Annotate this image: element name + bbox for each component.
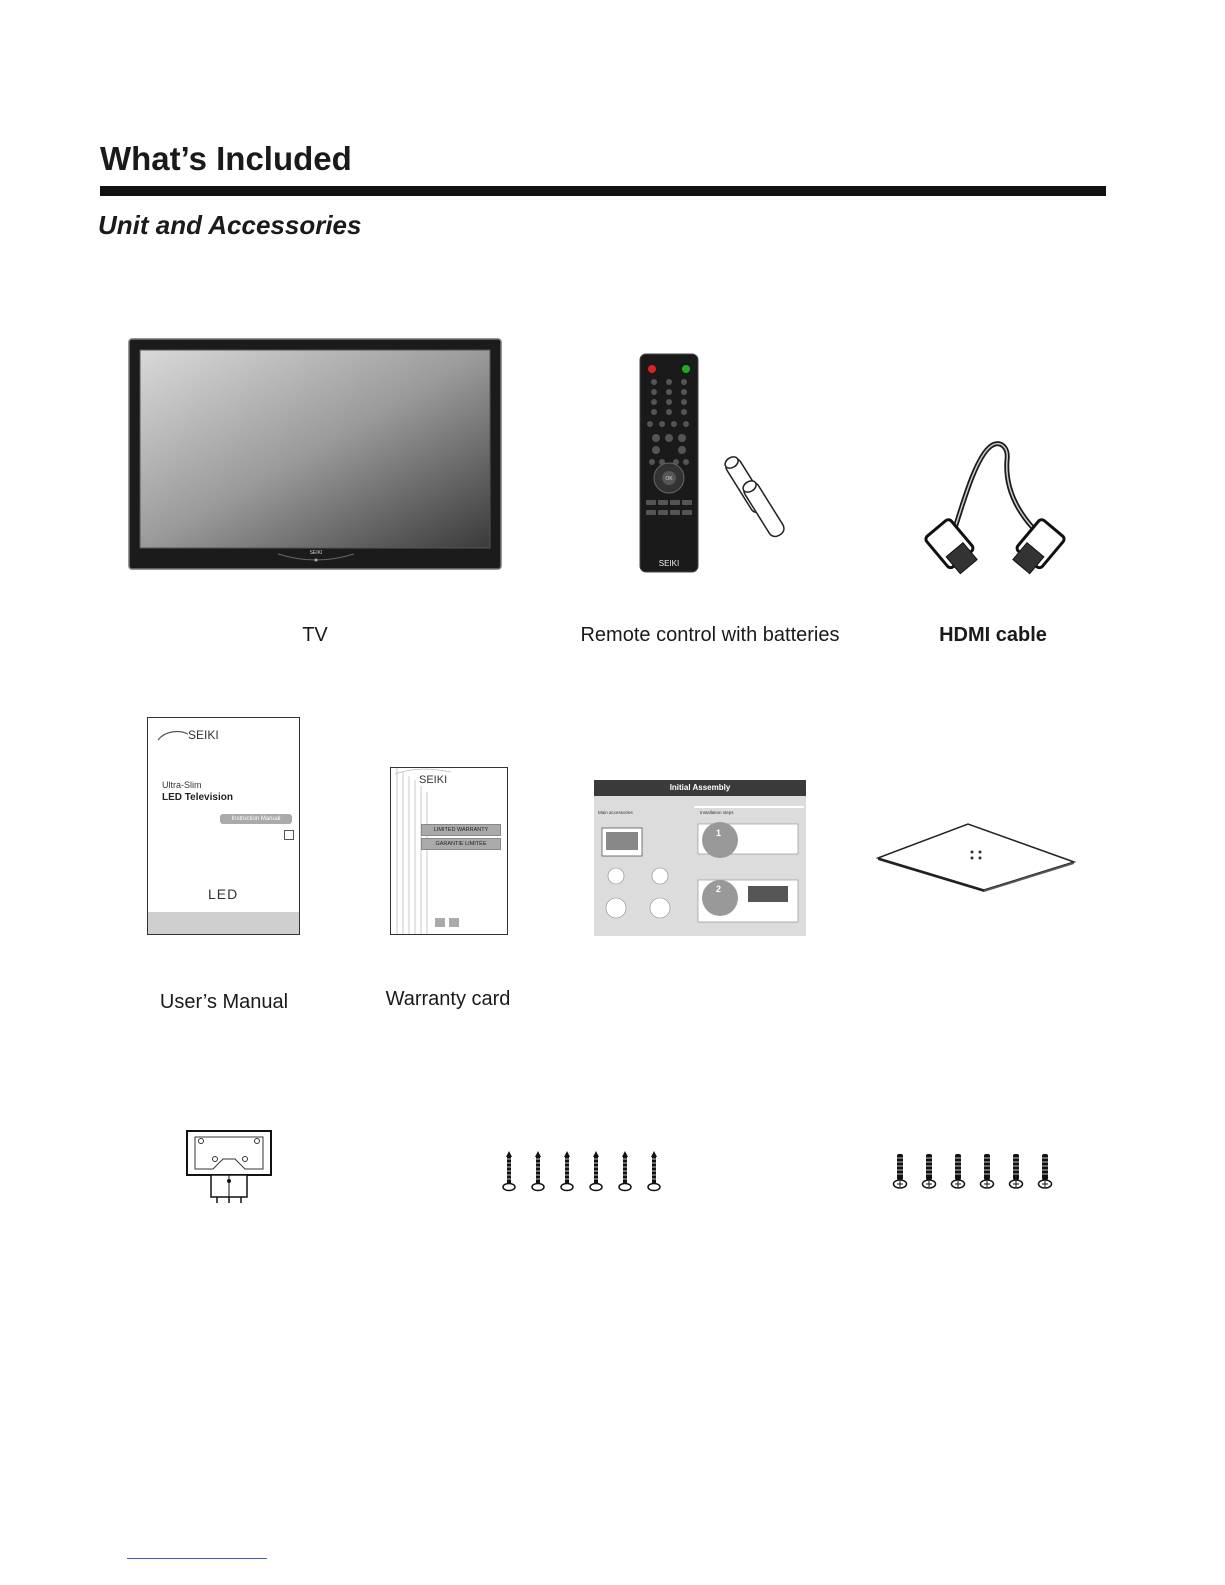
warranty-line2: GARANTIE LIMITÉE	[421, 838, 501, 850]
section-subtitle: Unit and Accessories	[98, 210, 362, 240]
stand-base-image	[876, 822, 1076, 892]
manual-label: User’s Manual	[159, 991, 289, 1013]
manual-line2: LED Television	[162, 792, 233, 803]
warranty-card-image	[390, 767, 508, 935]
remote-label: Remote control with batteries	[580, 624, 840, 646]
guide-tab2: Installation steps	[700, 810, 734, 815]
assembly-guide-image	[594, 780, 806, 936]
warranty-label: Warranty card	[385, 988, 511, 1010]
hdmi-cable-image	[915, 436, 1075, 578]
screws-short-image	[893, 1152, 1059, 1192]
remote-ok: OK	[665, 476, 673, 482]
title-rule	[100, 186, 1106, 196]
warranty-brand: SEIKI	[419, 774, 448, 786]
guide-step1: 1	[716, 828, 722, 838]
manual-swoosh-icon	[156, 728, 190, 744]
tv-label: TV	[302, 624, 328, 646]
warranty-badge-2	[449, 918, 459, 927]
tv-image	[128, 338, 504, 570]
remote-brand: SEIKI	[658, 559, 680, 568]
tv-brand: SEIKI	[309, 550, 323, 556]
guide-tab1: Main accessories	[598, 810, 633, 815]
hdmi-label: HDMI cable	[939, 624, 1047, 646]
manual-line3: Instruction Manual	[220, 814, 292, 824]
users-manual-image	[147, 717, 300, 935]
guide-illustrations	[594, 780, 806, 936]
stand-neck-image	[185, 1129, 275, 1205]
warranty-line1: LIMITED WARRANTY	[421, 824, 501, 836]
warranty-badge-1	[435, 918, 445, 927]
manual-footer-band	[148, 912, 299, 934]
screws-long-image	[503, 1151, 669, 1193]
remote-image	[638, 352, 798, 576]
warranty-stripes	[391, 768, 508, 935]
guide-step2: 2	[716, 884, 722, 894]
footer-link-line	[127, 1558, 267, 1559]
manual-brand: SEIKI	[188, 728, 219, 742]
page-title: What’s Included	[100, 140, 352, 177]
manual-line1: Ultra-Slim	[162, 780, 202, 790]
manual-logo: LED	[208, 886, 239, 902]
manual-lang-badge	[284, 830, 294, 840]
guide-header: Initial Assembly	[594, 780, 806, 796]
